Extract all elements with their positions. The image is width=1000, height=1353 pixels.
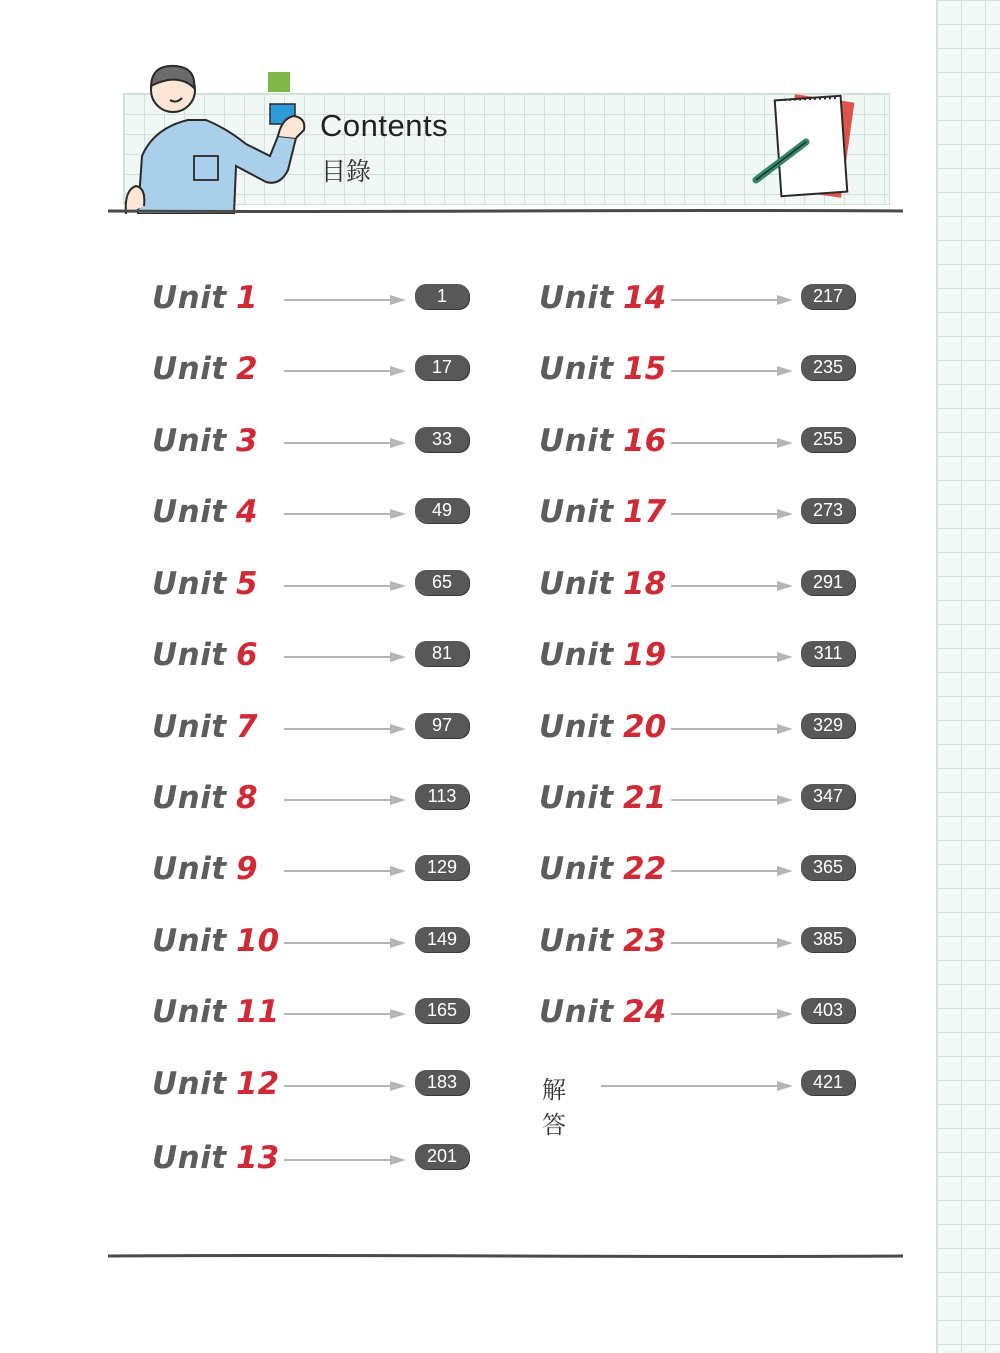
- page-number-badge: 1: [415, 284, 469, 309]
- page-number-badge: 347: [801, 784, 855, 809]
- arrow-icon: [284, 436, 408, 450]
- unit-label: Unit: [539, 280, 614, 316]
- page-number-badge: 235: [801, 355, 855, 380]
- answers-label: 解答: [542, 1076, 566, 1139]
- unit-number: 16: [623, 423, 667, 459]
- unit-label: Unit: [152, 1140, 227, 1176]
- page-number-badge: 49: [415, 498, 469, 523]
- unit-number: 21: [623, 780, 667, 816]
- unit-label: Unit: [152, 780, 227, 816]
- arrow-icon: [671, 579, 795, 593]
- page-number-badge: 217: [801, 284, 855, 309]
- page-number-badge: 311: [801, 641, 855, 666]
- unit-label: Unit: [152, 566, 227, 602]
- page-number-badge: 81: [415, 641, 469, 666]
- unit-label: Unit: [539, 494, 614, 530]
- arrow-icon: [671, 293, 795, 307]
- page-number-badge: 403: [801, 998, 855, 1023]
- page-number-badge: 33: [415, 427, 469, 452]
- arrow-icon: [284, 507, 408, 521]
- arrow-icon: [671, 650, 795, 664]
- unit-number: 18: [623, 566, 667, 602]
- unit-number: 1: [236, 280, 258, 316]
- unit-number: 15: [623, 351, 667, 387]
- page-number-badge: 113: [415, 784, 469, 809]
- arrow-icon: [671, 722, 795, 736]
- page-number-badge: 165: [415, 998, 469, 1023]
- arrow-icon: [284, 579, 408, 593]
- unit-number: 6: [236, 637, 258, 673]
- page-number-badge: 385: [801, 927, 855, 952]
- unit-label: Unit: [539, 709, 614, 745]
- arrow-icon: [601, 1079, 795, 1093]
- page-number-badge: 273: [801, 498, 855, 523]
- unit-label: Unit: [152, 1066, 227, 1102]
- page-number-badge: 421: [801, 1070, 855, 1095]
- page-subtitle: 目錄: [321, 157, 372, 186]
- unit-number: 2: [236, 351, 258, 387]
- arrow-icon: [671, 1007, 795, 1021]
- unit-number: 14: [623, 280, 667, 316]
- page-title: Contents: [320, 108, 449, 143]
- unit-label: Unit: [152, 351, 227, 387]
- unit-label: Unit: [539, 351, 614, 387]
- page-number-badge: 329: [801, 713, 855, 738]
- top-divider: [108, 209, 903, 213]
- page-number-badge: 291: [801, 570, 855, 595]
- unit-label: Unit: [539, 851, 614, 887]
- page-number-badge: 149: [415, 927, 469, 952]
- unit-number: 24: [623, 994, 667, 1030]
- unit-number: 17: [623, 494, 667, 530]
- bottom-divider: [108, 1254, 903, 1258]
- unit-label: Unit: [539, 780, 614, 816]
- unit-label: Unit: [539, 923, 614, 959]
- unit-number: 23: [623, 923, 667, 959]
- unit-label: Unit: [152, 709, 227, 745]
- unit-number: 20: [623, 709, 667, 745]
- unit-label: Unit: [539, 423, 614, 459]
- arrow-icon: [284, 1153, 408, 1167]
- unit-label: Unit: [152, 851, 227, 887]
- unit-label: Unit: [152, 923, 227, 959]
- unit-number: 9: [236, 851, 258, 887]
- arrow-icon: [284, 864, 408, 878]
- unit-number: 19: [623, 637, 667, 673]
- arrow-icon: [671, 864, 795, 878]
- unit-number: 11: [236, 994, 280, 1030]
- unit-number: 3: [236, 423, 258, 459]
- arrow-icon: [671, 507, 795, 521]
- unit-label: Unit: [539, 637, 614, 673]
- page-number-badge: 183: [415, 1070, 469, 1095]
- notepad-icon: [748, 92, 863, 204]
- page-number-badge: 201: [415, 1144, 469, 1169]
- arrow-icon: [284, 1007, 408, 1021]
- unit-number: 4: [236, 494, 258, 530]
- page-number-badge: 129: [415, 855, 469, 880]
- arrow-icon: [284, 650, 408, 664]
- arrow-icon: [284, 1079, 408, 1093]
- page-number-badge: 97: [415, 713, 469, 738]
- arrow-icon: [671, 936, 795, 950]
- unit-number: 22: [623, 851, 667, 887]
- arrow-icon: [671, 436, 795, 450]
- unit-label: Unit: [152, 423, 227, 459]
- arrow-icon: [284, 364, 408, 378]
- unit-number: 5: [236, 566, 258, 602]
- arrow-icon: [284, 793, 408, 807]
- unit-label: Unit: [152, 280, 227, 316]
- grid-paper-margin: [936, 0, 1000, 1353]
- unit-label: Unit: [539, 566, 614, 602]
- arrow-icon: [671, 793, 795, 807]
- arrow-icon: [671, 364, 795, 378]
- arrow-icon: [284, 936, 408, 950]
- unit-number: 8: [236, 780, 258, 816]
- unit-number: 10: [236, 923, 280, 959]
- page-number-badge: 255: [801, 427, 855, 452]
- unit-number: 12: [236, 1066, 280, 1102]
- unit-label: Unit: [539, 994, 614, 1030]
- person-illustration: [118, 58, 318, 214]
- unit-label: Unit: [152, 637, 227, 673]
- arrow-icon: [284, 293, 408, 307]
- unit-number: 7: [236, 709, 258, 745]
- unit-number: 13: [236, 1140, 280, 1176]
- unit-label: Unit: [152, 494, 227, 530]
- page-number-badge: 65: [415, 570, 469, 595]
- unit-label: Unit: [152, 994, 227, 1030]
- arrow-icon: [284, 722, 408, 736]
- page-number-badge: 17: [415, 355, 469, 380]
- page-number-badge: 365: [801, 855, 855, 880]
